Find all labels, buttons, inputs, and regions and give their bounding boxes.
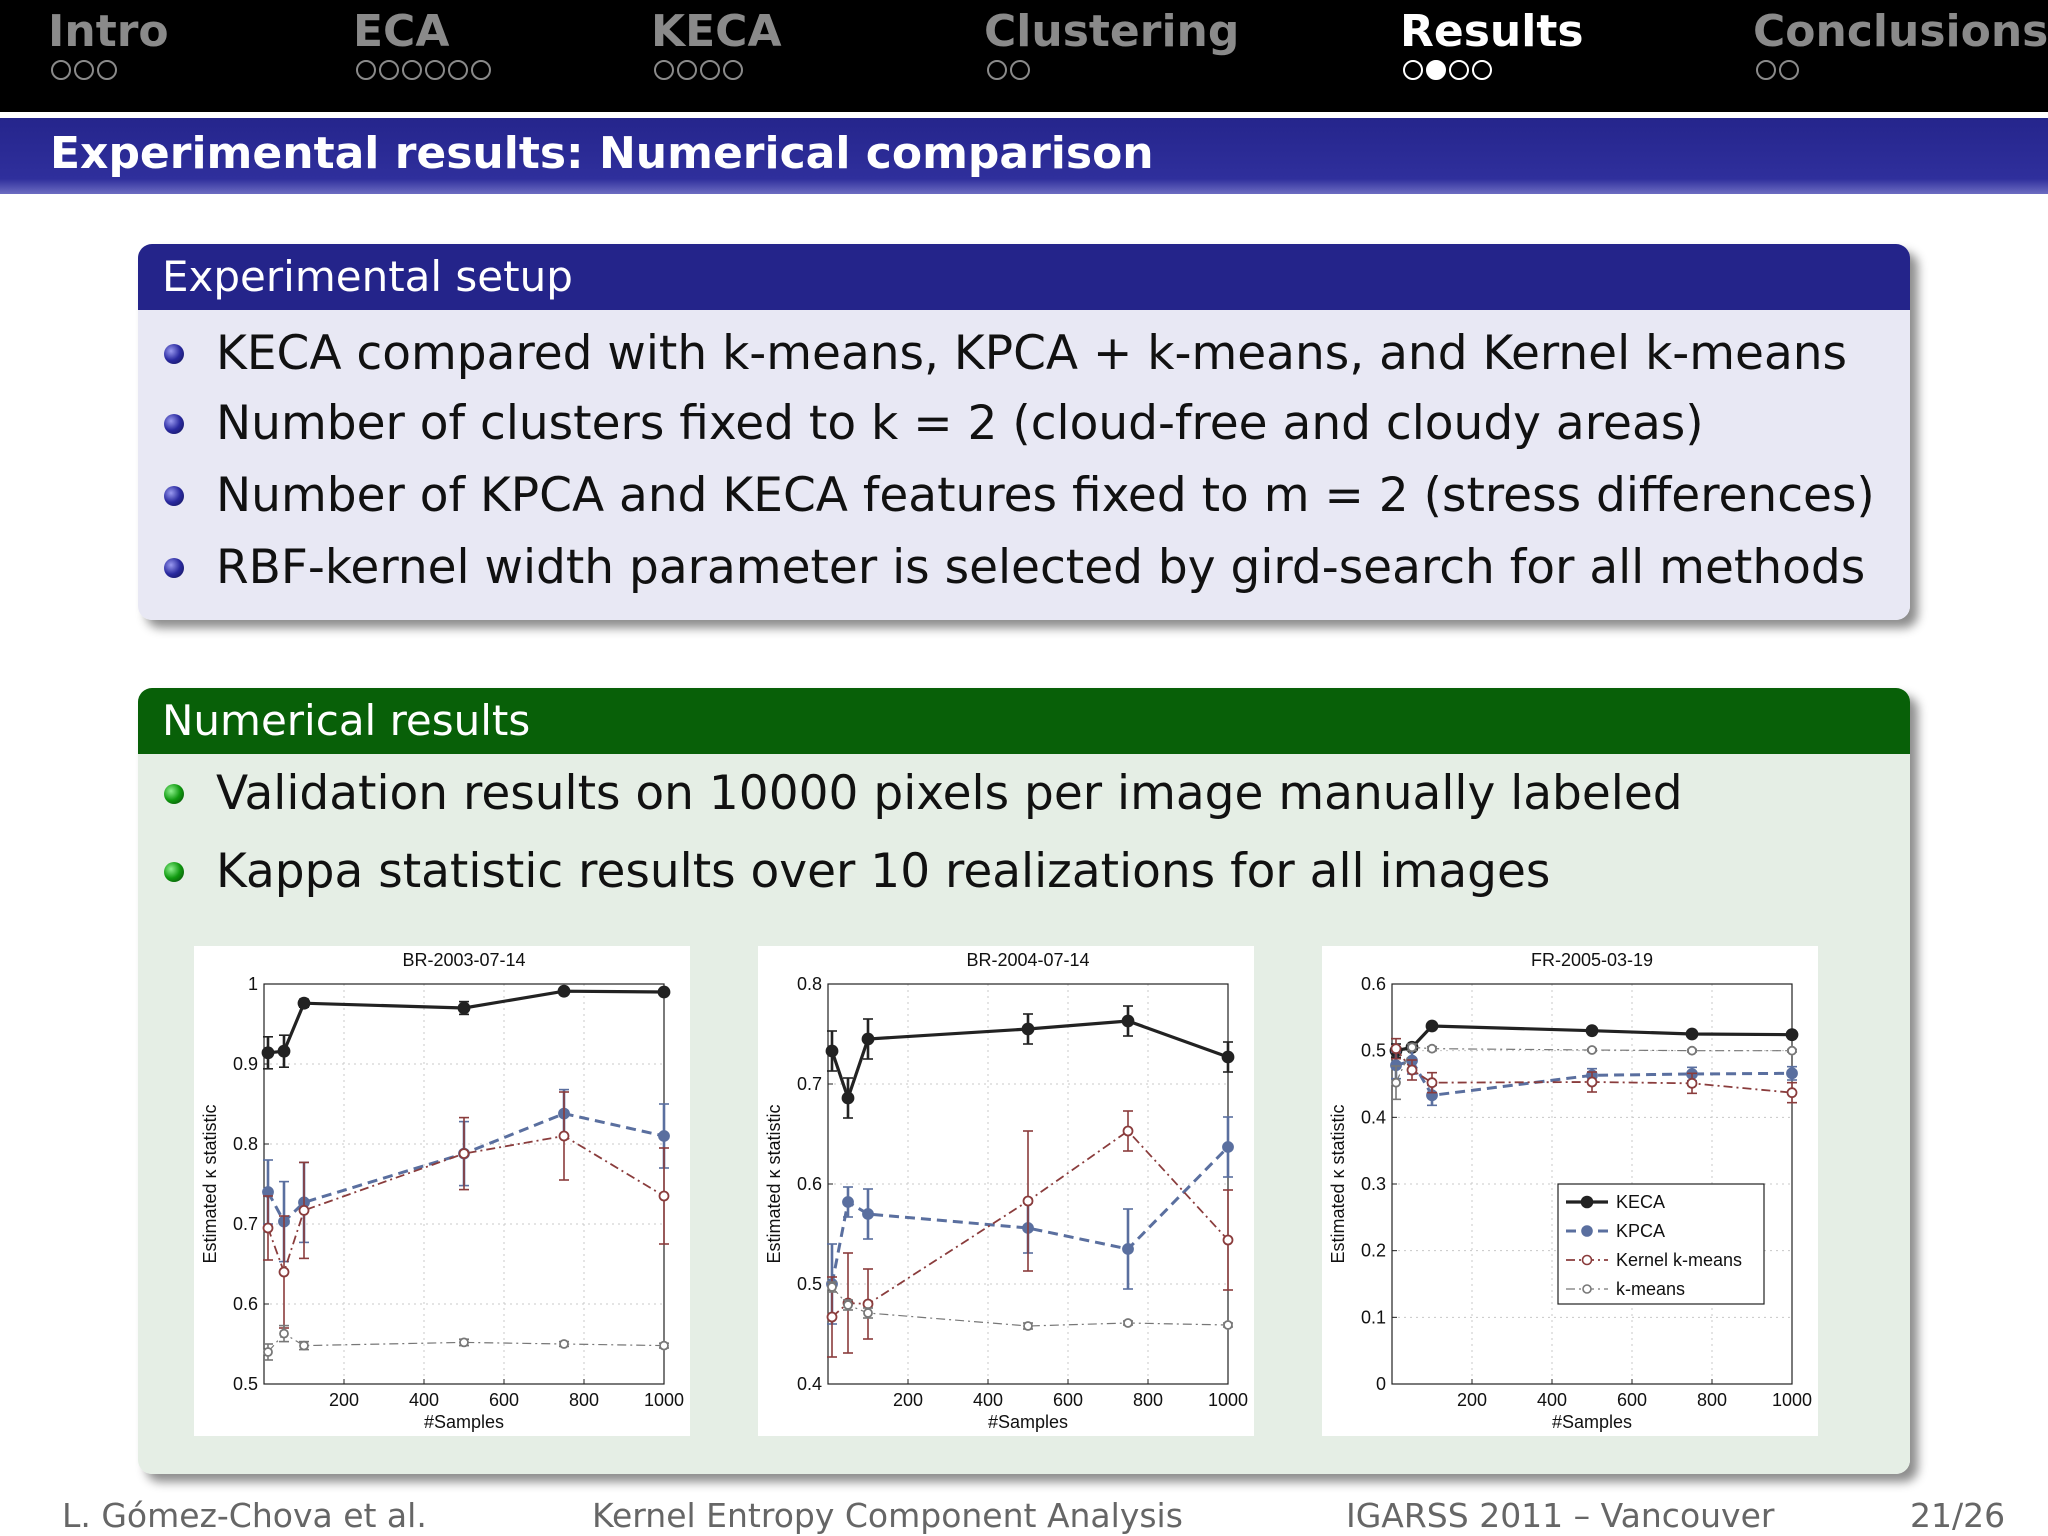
nav-dot[interactable]	[1779, 60, 1799, 80]
data-point	[280, 1330, 288, 1338]
nav-title-eca: ECA	[353, 6, 450, 57]
data-point	[864, 1300, 873, 1309]
data-point	[863, 1209, 873, 1219]
y-tick-label: 0	[1375, 1374, 1386, 1394]
data-point	[1408, 1043, 1416, 1051]
chart-title: FR-2005-03-19	[1530, 950, 1654, 970]
data-point	[560, 1132, 569, 1141]
data-point	[828, 1283, 836, 1291]
footer-venue: IGARSS 2011 – Vancouver	[1346, 1496, 1775, 1535]
y-axis-label: Estimated κ statistic	[1328, 1104, 1348, 1264]
data-point	[828, 1313, 837, 1322]
bullet-icon	[164, 862, 184, 882]
nav-dot[interactable]	[700, 60, 720, 80]
data-point	[1688, 1079, 1697, 1088]
x-tick-label: 200	[892, 1390, 924, 1410]
numerical-results-body	[138, 754, 1910, 1474]
footer-page-number: 21/26	[1910, 1496, 2006, 1535]
data-point	[300, 1342, 308, 1350]
footer-author: L. Gómez-Chova et al.	[62, 1496, 427, 1535]
data-point	[1408, 1066, 1417, 1075]
data-point	[1224, 1321, 1232, 1329]
kappa-chart-fr-2005	[1322, 946, 1818, 1436]
y-tick-label: 0.4	[796, 1374, 822, 1394]
nav-dot[interactable]	[425, 60, 445, 80]
list-item-text: Validation results on 10000 pixels per image manually labeled	[216, 766, 1683, 821]
nav-dot[interactable]	[471, 60, 491, 80]
x-tick-label: 1000	[1771, 1390, 1813, 1410]
data-point	[279, 1046, 290, 1057]
legend-label: KPCA	[1616, 1221, 1666, 1241]
data-point	[843, 1093, 854, 1104]
data-point	[1024, 1197, 1033, 1206]
list-item-text: Number of KPCA and KECA features fixed to m = 2 (stress differences)	[216, 468, 1875, 523]
data-point	[1787, 1068, 1797, 1078]
y-tick-label: 0.6	[1360, 974, 1386, 994]
x-tick-label: 800	[1696, 1390, 1728, 1410]
data-point	[1223, 1142, 1233, 1152]
data-point	[863, 1034, 874, 1045]
y-tick-label: 0.5	[796, 1274, 822, 1294]
nav-section-results[interactable]	[1400, 6, 1584, 80]
nav-dot[interactable]	[379, 60, 399, 80]
y-tick-label: 0.9	[232, 1054, 258, 1074]
data-point	[1024, 1322, 1032, 1330]
list-item-text: Number of clusters fixed to k = 2 (cloud-free and cloudy areas)	[216, 396, 1704, 451]
nav-title-conclusions: Conclusions	[1753, 6, 2048, 57]
bullet-icon	[164, 558, 184, 578]
y-tick-label: 0.2	[1360, 1240, 1386, 1261]
data-point	[1023, 1024, 1034, 1035]
list-item	[216, 468, 1875, 523]
list-item-text: Kappa statistic results over 10 realizations for all images	[216, 844, 1551, 899]
frame-title: Experimental results: Numerical comparison	[50, 128, 1154, 179]
nav-dots-clustering	[987, 60, 1239, 80]
chart-svg	[194, 946, 690, 1436]
numerical-results-title: Numerical results	[138, 688, 1910, 754]
y-tick-label: 0.7	[232, 1214, 258, 1234]
legend-label: k-means	[1616, 1279, 1686, 1299]
data-point	[263, 1047, 274, 1058]
bullet-icon	[164, 784, 184, 804]
frame-title-bar	[0, 118, 2048, 194]
series-line	[268, 991, 664, 1053]
data-point	[1124, 1127, 1133, 1136]
data-point	[1428, 1045, 1436, 1053]
nav-dot[interactable]	[1472, 60, 1492, 80]
x-tick-label: 600	[488, 1390, 520, 1410]
data-point	[1224, 1236, 1233, 1245]
list-item	[216, 844, 1550, 899]
nav-dot[interactable]	[402, 60, 422, 80]
data-point	[300, 1206, 309, 1215]
list-item	[216, 326, 1847, 381]
data-point	[1123, 1244, 1133, 1254]
experimental-setup-title: Experimental setup	[138, 244, 1910, 310]
y-tick-label: 0.4	[1360, 1107, 1386, 1128]
x-tick-label: 400	[1536, 1390, 1568, 1410]
nav-dot[interactable]	[1426, 60, 1446, 80]
nav-dots-conclusions	[1756, 60, 2048, 80]
list-item	[216, 766, 1683, 821]
chart-svg	[1322, 946, 1818, 1436]
list-item	[216, 396, 1704, 451]
nav-dots-results	[1403, 60, 1584, 80]
y-tick-label: 0.6	[796, 1174, 822, 1194]
y-axis-label: Estimated κ statistic	[764, 1104, 784, 1264]
nav-dots-intro	[51, 60, 169, 80]
x-tick-label: 200	[328, 1390, 360, 1410]
x-axis-label: #Samples	[987, 1412, 1069, 1432]
legend-marker	[1582, 1197, 1593, 1208]
data-point	[459, 1003, 470, 1014]
legend-marker	[1582, 1226, 1592, 1236]
list-item	[216, 540, 1865, 595]
list-item-text: KECA compared with k-means, KPCA + k-means, and Kernel k-means	[216, 326, 1848, 381]
data-point	[1428, 1078, 1437, 1087]
legend-marker	[1583, 1285, 1591, 1293]
numerical-results-block	[138, 688, 1910, 1474]
data-point	[1788, 1088, 1797, 1097]
data-point	[460, 1149, 469, 1158]
chart-title: BR-2003-07-14	[402, 950, 526, 970]
x-tick-label: 800	[1132, 1390, 1164, 1410]
y-tick-label: 0.6	[232, 1294, 258, 1314]
nav-dots-keca	[654, 60, 782, 80]
data-point	[559, 986, 570, 997]
bullet-icon	[164, 344, 184, 364]
x-tick-label: 600	[1052, 1390, 1084, 1410]
nav-title-clustering: Clustering	[984, 6, 1240, 57]
x-tick-label: 200	[1456, 1390, 1488, 1410]
list-item-text: RBF-kernel width parameter is selected by gird-search for all methods	[216, 540, 1866, 595]
x-axis-label: #Samples	[1551, 1412, 1633, 1432]
nav-dot[interactable]	[356, 60, 376, 80]
nav-dot[interactable]	[677, 60, 697, 80]
experimental-setup-body	[138, 310, 1910, 620]
nav-dot[interactable]	[1403, 60, 1423, 80]
nav-title-intro: Intro	[48, 6, 169, 57]
series-line	[832, 1147, 1228, 1284]
section-navigation	[0, 0, 2048, 112]
data-point	[460, 1338, 468, 1346]
data-point	[1223, 1052, 1234, 1063]
y-axis-label: Estimated κ statistic	[200, 1104, 220, 1264]
data-point	[1588, 1046, 1596, 1054]
y-tick-label: 0.5	[1360, 1040, 1386, 1061]
bullet-icon	[164, 414, 184, 434]
series-line	[832, 1287, 1228, 1326]
legend-label: Kernel k-means	[1616, 1250, 1743, 1270]
data-point	[1588, 1078, 1597, 1087]
nav-dot[interactable]	[1449, 60, 1469, 80]
data-point	[1688, 1047, 1696, 1055]
y-tick-label: 1	[247, 974, 258, 994]
nav-dot[interactable]	[448, 60, 468, 80]
nav-section-conclusions[interactable]	[1753, 6, 2048, 80]
nav-title-keca: KECA	[651, 6, 782, 57]
data-point	[1392, 1079, 1400, 1087]
x-tick-label: 600	[1616, 1390, 1648, 1410]
x-tick-label: 1000	[1207, 1390, 1249, 1410]
nav-dot[interactable]	[654, 60, 674, 80]
nav-dot[interactable]	[97, 60, 117, 80]
series-line	[268, 1114, 664, 1222]
data-point	[1123, 1016, 1134, 1027]
data-point	[843, 1197, 853, 1207]
nav-dot[interactable]	[51, 60, 71, 80]
x-axis-label: #Samples	[423, 1412, 505, 1432]
nav-section-clustering[interactable]	[984, 6, 1239, 80]
nav-dot[interactable]	[1010, 60, 1030, 80]
nav-dots-eca	[356, 60, 491, 80]
data-point	[659, 1131, 669, 1141]
chart-title: BR-2004-07-14	[966, 950, 1090, 970]
data-point	[659, 987, 670, 998]
kappa-chart-br-2003	[194, 946, 690, 1436]
bullet-icon	[164, 486, 184, 506]
data-point	[299, 998, 310, 1009]
legend-marker	[1583, 1256, 1592, 1265]
data-point	[264, 1348, 272, 1356]
nav-section-eca[interactable]	[353, 6, 491, 80]
data-point	[280, 1268, 289, 1277]
data-point	[844, 1301, 852, 1309]
x-tick-label: 400	[408, 1390, 440, 1410]
experimental-setup-block	[138, 244, 1910, 620]
y-tick-label: 0.7	[796, 1074, 822, 1094]
y-tick-label: 0.5	[232, 1374, 258, 1394]
data-point	[1788, 1047, 1796, 1055]
kappa-chart-br-2004	[758, 946, 1254, 1436]
data-point	[660, 1192, 669, 1201]
data-point	[827, 1046, 838, 1057]
y-tick-label: 0.8	[232, 1134, 258, 1154]
x-tick-label: 400	[972, 1390, 1004, 1410]
data-point	[560, 1340, 568, 1348]
chart-svg	[758, 946, 1254, 1436]
nav-section-keca[interactable]	[651, 6, 782, 80]
legend-label: KECA	[1616, 1192, 1666, 1212]
data-point	[864, 1309, 872, 1317]
data-point	[660, 1342, 668, 1350]
nav-dot[interactable]	[1756, 60, 1776, 80]
nav-dot[interactable]	[723, 60, 743, 80]
nav-dot[interactable]	[74, 60, 94, 80]
data-point	[264, 1224, 273, 1233]
data-point	[1124, 1319, 1132, 1327]
nav-dot[interactable]	[987, 60, 1007, 80]
nav-section-intro[interactable]	[48, 6, 169, 80]
data-point	[1787, 1029, 1798, 1040]
y-tick-label: 0.1	[1360, 1307, 1386, 1328]
y-tick-label: 0.3	[1360, 1174, 1386, 1194]
footer-talk-title: Kernel Entropy Component Analysis	[592, 1496, 1183, 1535]
x-tick-label: 1000	[643, 1390, 685, 1410]
x-tick-label: 800	[568, 1390, 600, 1410]
nav-title-results: Results	[1400, 6, 1584, 57]
y-tick-label: 0.8	[796, 974, 822, 994]
data-point	[1427, 1021, 1438, 1032]
data-point	[1687, 1029, 1698, 1040]
data-point	[1587, 1025, 1598, 1036]
data-point	[1392, 1044, 1401, 1053]
